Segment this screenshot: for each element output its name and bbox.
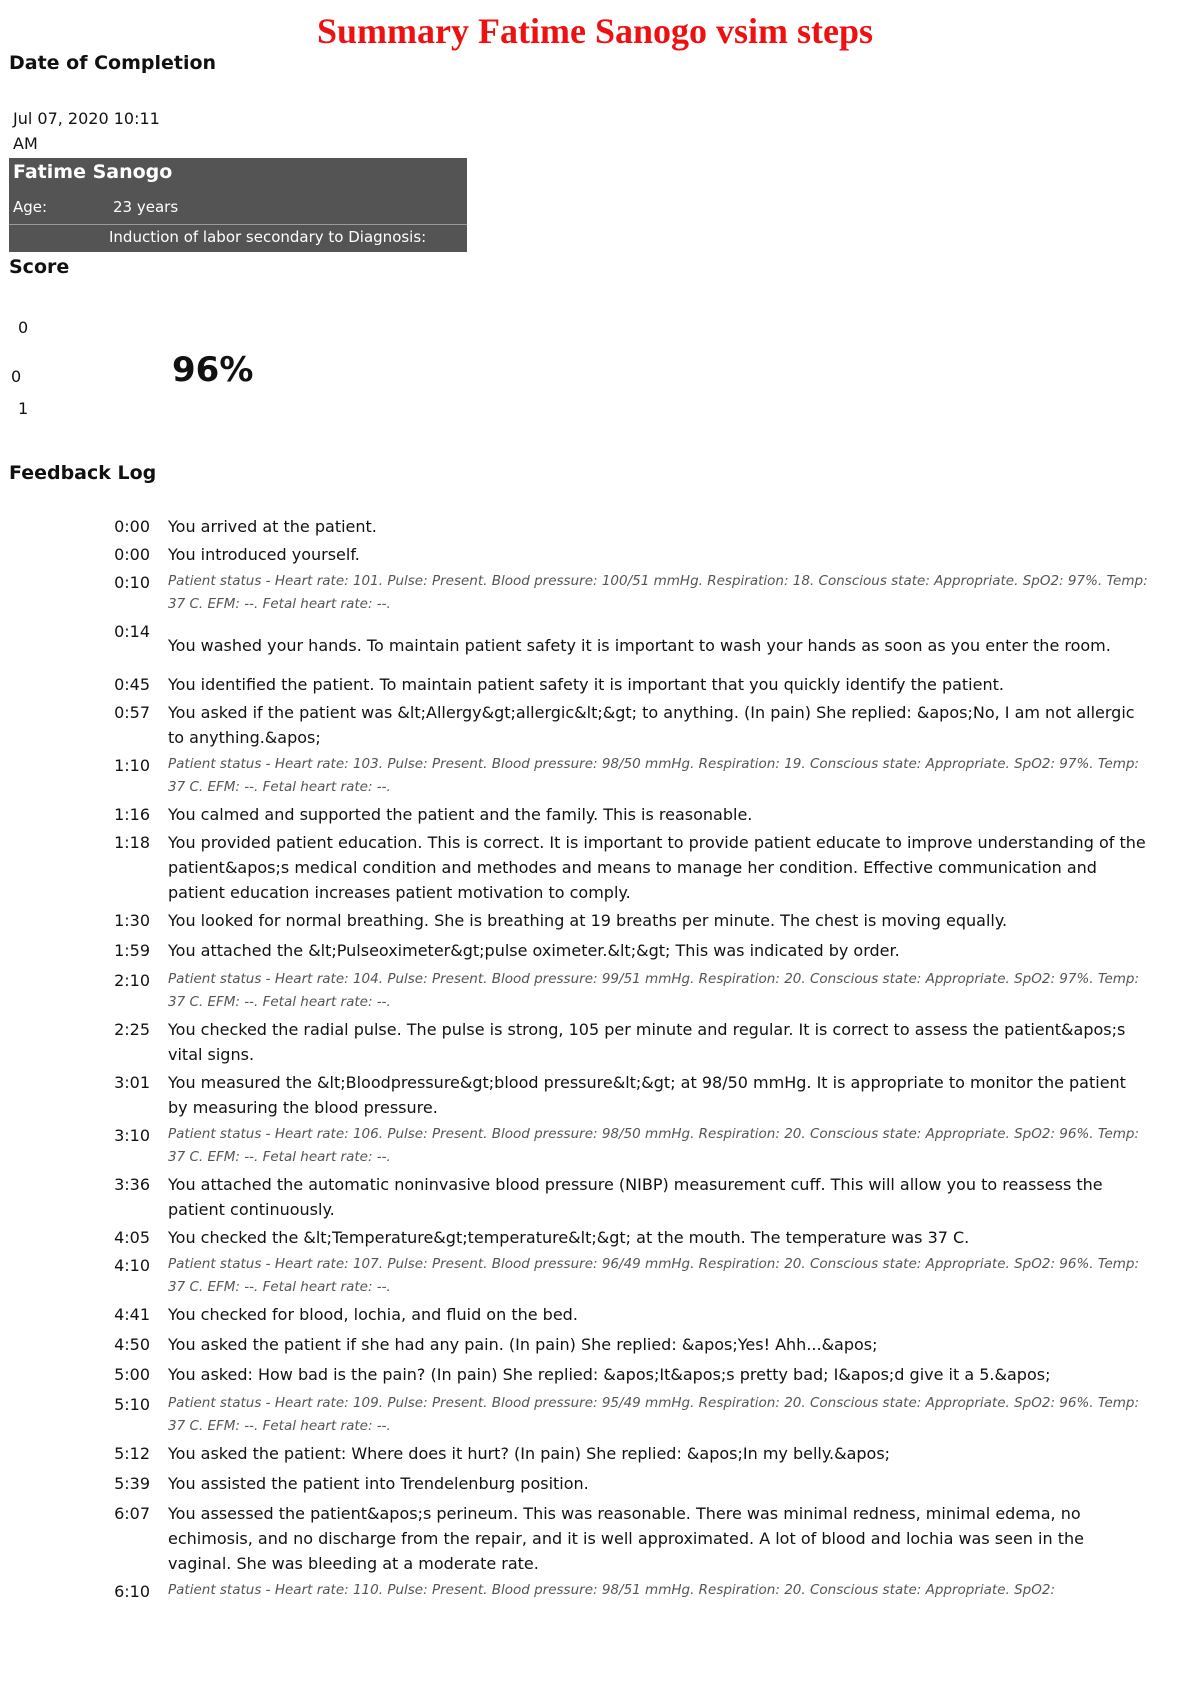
age-value: 23 years bbox=[113, 198, 179, 216]
log-entry bbox=[0, 938, 1190, 963]
patient-info-panel bbox=[9, 158, 467, 252]
log-message: You identified the patient. To maintain patient safety it is important that you quickly identify the patient. bbox=[168, 675, 1004, 694]
log-time: 0:00 bbox=[114, 545, 150, 564]
diagnosis-text: Induction of labor secondary to Diagnosis: bbox=[109, 228, 427, 246]
log-message: You introduced yourself. bbox=[168, 545, 360, 564]
log-entry bbox=[0, 1471, 1190, 1496]
patient-name: Fatime Sanogo bbox=[13, 161, 173, 183]
log-message: You arrived at the patient. bbox=[168, 517, 377, 536]
log-message: You checked for blood, lochia, and fluid on the bed. bbox=[168, 1305, 578, 1324]
score-value: 0 bbox=[11, 367, 22, 386]
score-value: 1 bbox=[18, 399, 29, 418]
log-entry bbox=[0, 1302, 1190, 1327]
log-message: You asked the patient if she had any pain. (In pain) She replied: &apos;Yes! Ahh...&apos; bbox=[168, 1335, 878, 1354]
log-time: 4:50 bbox=[114, 1335, 150, 1354]
log-time: 6:10 bbox=[114, 1582, 150, 1601]
log-message: You checked the &lt;Temperature&gt;temperature&lt;&gt; at the mouth. The temperature was 37 C. bbox=[168, 1228, 970, 1247]
log-time: 1:18 bbox=[114, 833, 150, 852]
log-message: You asked if the patient was &lt;Allergy&gt;allergic&lt;&gt; to anything. (In pain) She replied: &apos;No, I am not allergic to anything.&apos; bbox=[168, 703, 1135, 747]
date-of-completion-heading: Date of Completion bbox=[9, 52, 217, 74]
log-message: You asked: How bad is the pain? (In pain) She replied: &apos;It&apos;s pretty bad; I&apos;d give it a 5.&apos; bbox=[168, 1365, 1051, 1384]
log-time: 3:01 bbox=[114, 1073, 150, 1092]
log-time: 4:10 bbox=[114, 1256, 150, 1275]
log-message: You attached the &lt;Pulseoximeter&gt;pulse oximeter.&lt;&gt; This was indicated by order. bbox=[168, 941, 900, 960]
log-time: 4:41 bbox=[114, 1305, 150, 1324]
log-entry bbox=[0, 672, 1190, 697]
score-heading: Score bbox=[9, 256, 70, 278]
log-message: Patient status - Heart rate: 106. Pulse: Present. Blood pressure: 98/50 mmHg. Respiration: 20. Conscious state: Appropriate. SpO2: 96%. Temp: 37 C. EFM: --. Fetal heart rate: --. bbox=[168, 1126, 1140, 1165]
log-message: You looked for normal breathing. She is breathing at 19 breaths per minute. The chest is moving equally. bbox=[168, 911, 1008, 930]
log-time: 0:45 bbox=[114, 675, 150, 694]
log-message: You provided patient education. This is correct. It is important to provide patient educate to improve understanding of the patient&apos;s medical condition and methodes and means to manage her condition. Effective communication and patient education increases patient motivation to comply. bbox=[168, 833, 1146, 902]
log-entry bbox=[0, 1017, 1190, 1067]
log-message: You calmed and supported the patient and the family. This is reasonable. bbox=[168, 805, 753, 824]
completion-date: Jul 07, 2020 10:11 AM bbox=[13, 109, 160, 153]
log-time: 0:57 bbox=[114, 703, 150, 722]
log-message: Patient status - Heart rate: 103. Pulse: Present. Blood pressure: 98/50 mmHg. Respiration: 19. Conscious state: Appropriate. SpO2: 97%. Temp: 37 C. EFM: --. Fetal heart rate: --. bbox=[168, 756, 1140, 795]
log-entry bbox=[0, 619, 1190, 658]
log-time: 1:10 bbox=[114, 756, 150, 775]
log-entry bbox=[0, 908, 1190, 933]
log-entry bbox=[0, 1123, 1190, 1169]
log-entry bbox=[0, 1332, 1190, 1357]
log-time: 6:07 bbox=[114, 1504, 150, 1523]
score-value: 0 bbox=[18, 318, 29, 337]
log-entry bbox=[0, 1501, 1190, 1576]
age-label: Age: bbox=[13, 198, 48, 216]
log-message: Patient status - Heart rate: 109. Pulse: Present. Blood pressure: 95/49 mmHg. Respiration: 20. Conscious state: Appropriate. SpO2: 96%. Temp: 37 C. EFM: --. Fetal heart rate: --. bbox=[168, 1395, 1140, 1434]
log-time: 0:00 bbox=[114, 517, 150, 536]
log-entry bbox=[0, 570, 1190, 616]
log-entry bbox=[0, 1441, 1190, 1466]
feedback-log bbox=[0, 514, 1190, 1607]
log-message: Patient status - Heart rate: 107. Pulse: Present. Blood pressure: 96/49 mmHg. Respiration: 20. Conscious state: Appropriate. SpO2: 96%. Temp: 37 C. EFM: --. Fetal heart rate: --. bbox=[168, 1256, 1140, 1295]
log-message: You washed your hands. To maintain patient safety it is important to wash your hands as soon as you enter the room. bbox=[168, 636, 1111, 655]
log-entry bbox=[0, 802, 1190, 827]
page-title: Summary Fatime Sanogo vsim steps bbox=[317, 11, 873, 51]
log-entry bbox=[0, 968, 1190, 1014]
log-entry bbox=[0, 1070, 1190, 1120]
log-time: 5:12 bbox=[114, 1444, 150, 1463]
log-message: You checked the radial pulse. The pulse is strong, 105 per minute and regular. It is correct to assess the patient&apos;s vital signs. bbox=[168, 1020, 1126, 1064]
log-time: 4:05 bbox=[114, 1228, 150, 1247]
feedback-log-heading: Feedback Log bbox=[9, 462, 157, 484]
log-entry bbox=[0, 542, 1190, 567]
log-message: You asked the patient: Where does it hurt? (In pain) She replied: &apos;In my belly.&apos; bbox=[168, 1444, 891, 1463]
log-time: 1:59 bbox=[114, 941, 150, 960]
log-entry bbox=[0, 1392, 1190, 1438]
log-message: You assisted the patient into Trendelenburg position. bbox=[168, 1474, 589, 1493]
log-message: You assessed the patient&apos;s perineum. This was reasonable. There was minimal redness, minimal edema, no echimosis, and no discharge from the repair, and it is well approximated. A lot of blood and lochia was seen in the vaginal. She was bleeding at a moderate rate. bbox=[168, 1504, 1084, 1573]
log-entry bbox=[0, 514, 1190, 539]
log-time: 1:30 bbox=[114, 911, 150, 930]
log-entry bbox=[0, 1225, 1190, 1250]
log-message: Patient status - Heart rate: 101. Pulse: Present. Blood pressure: 100/51 mmHg. Respiration: 18. Conscious state: Appropriate. SpO2: 97%. Temp: 37 C. EFM: --. Fetal heart rate: --. bbox=[168, 573, 1148, 612]
log-entry bbox=[0, 753, 1190, 799]
log-time: 5:00 bbox=[114, 1365, 150, 1384]
log-time: 0:14 bbox=[114, 622, 150, 641]
log-entry bbox=[0, 1172, 1190, 1222]
log-message: Patient status - Heart rate: 110. Pulse: Present. Blood pressure: 98/51 mmHg. Respiration: 20. Conscious state: Appropriate. SpO2: bbox=[168, 1582, 1056, 1598]
log-time: 0:10 bbox=[114, 573, 150, 592]
log-entry bbox=[0, 1579, 1190, 1604]
log-message: Patient status - Heart rate: 104. Pulse: Present. Blood pressure: 99/51 mmHg. Respiration: 20. Conscious state: Appropriate. SpO2: 97%. Temp: 37 C. EFM: --. Fetal heart rate: --. bbox=[168, 971, 1140, 1010]
log-entry bbox=[0, 1362, 1190, 1387]
log-entry bbox=[0, 700, 1190, 750]
log-time: 3:10 bbox=[114, 1126, 150, 1145]
log-entry bbox=[0, 1253, 1190, 1299]
score-percent: 96% bbox=[172, 350, 254, 390]
log-time: 2:25 bbox=[114, 1020, 150, 1039]
log-message: You attached the automatic noninvasive blood pressure (NIBP) measurement cuff. This will allow you to reassess the patient continuously. bbox=[168, 1175, 1103, 1219]
log-message: You measured the &lt;Bloodpressure&gt;blood pressure&lt;&gt; at 98/50 mmHg. It is appropriate to monitor the patient by measuring the blood pressure. bbox=[168, 1073, 1126, 1117]
log-time: 3:36 bbox=[114, 1175, 150, 1194]
log-entry bbox=[0, 830, 1190, 905]
panel-divider bbox=[9, 224, 467, 225]
log-time: 1:16 bbox=[114, 805, 150, 824]
log-time: 2:10 bbox=[114, 971, 150, 990]
log-time: 5:10 bbox=[114, 1395, 150, 1414]
log-time: 5:39 bbox=[114, 1474, 150, 1493]
